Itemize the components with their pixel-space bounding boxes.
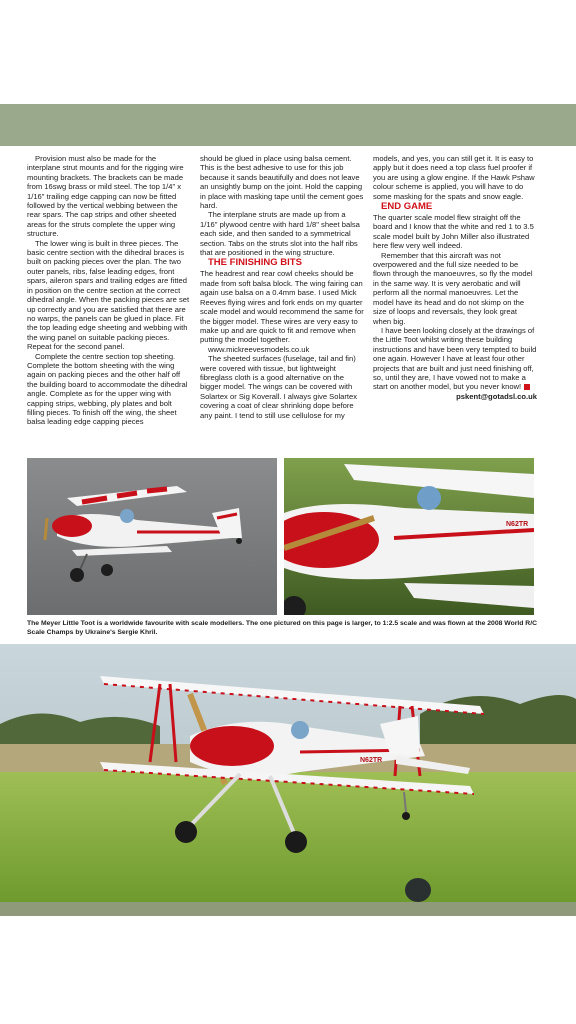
registration-mark: N62TR xyxy=(360,757,383,764)
paragraph: models, and yes, you can still get it. It is easy to apply but it does need a top class fuel proofer if you are using a glow engine. If the Hawk Pshaw colour scheme is applied, you will have to do some masking for the spats and snow eagle. xyxy=(373,154,535,201)
registration-mark: N62TR xyxy=(506,521,529,528)
paragraph: The quarter scale model flew straight off the board and I know that the white and red 1 to 3.5 scale model built by John Miller also illustrated here flew very well indeed. xyxy=(373,213,534,251)
header-band xyxy=(0,104,576,146)
paragraph: Provision must also be made for the interplane strut mounts and for the rigging wire mounting brackets. The brackets can be made from 16swg brass or mild steel. The top 1/4" x 1/16" trailing edge capping can now be fitted followed by the vertical webbing between the rear spars. The cap strips and other sheeted areas for the struts complete the upper wing structure. xyxy=(27,154,184,239)
paragraph xyxy=(373,326,537,392)
paragraph: The headrest and rear cowl cheeks should be made from soft balsa block. The wing fairing can again use balsa on a 0.4mm base. I used Mick Reeves flying wires and fork ends on my quarter scale model and would recommend the same for the bigger model. These wires are very easy to make up and are quick to fit and remove when putting the model together. xyxy=(200,269,364,345)
paragraph-text: I have been looking closely at the drawings of the Little Toot whilst writing these building instructions and have been very tempted to build one again. However I have at least four other projects that are built and just need finishing off, so, until they are, I have vowed not to make a start on another model, but you never know! xyxy=(373,325,537,392)
paragraph: Complete the centre section top sheeting. Complete the bottom sheeting with the wing again on packing pieces and the other half off the building board to accommodate the dihedral angle. Complete as for the upper wing with capping strips, webbing, ply plates and bolt filling pieces. To finish off the wing, the sheet balsa leading edge capping pieces xyxy=(27,351,188,427)
paragraph: Remember that this aircraft was not overpowered and the full size needed to be flown through the manoeuvres, so fly the model in the same way. It is very aerobatic and will perform all the normal manoeuvres. Let the model have its head and do not skimp on the size of loops and reversals, they look great when big. xyxy=(373,250,533,326)
paragraph: The lower wing is built in three pieces. The basic centre section with the dihedral braces is built on packing pieces over the plan. The two outer panels, ribs, false leading edges, front spars, aileron spars and trailing edges are fitted in position on the centre section at the correct dihedral angle. When the packing pieces are set up correctly and you are satisfied that there are no warps, the panels can be glued in place. Fit the top leading edge sheeting and webbing with the wing panel on suitable packing pieces. Repeat for the second panel. xyxy=(27,238,190,352)
paragraph: should be glued in place using balsa cement. This is the best adhesive to use for this job because it sands beautifully and does not leave an unsightly bump on the joint. Hold the capping in place with masking tape until the cement goes hard. xyxy=(200,154,364,211)
end-mark-icon xyxy=(524,384,530,390)
section-heading: END GAME xyxy=(381,201,433,213)
photo-plane-runway xyxy=(27,458,277,615)
column-3 xyxy=(373,154,537,401)
photo-caption: The Meyer Little Toot is a worldwide favourite with scale modellers. The one pictured on this page is larger, to 1:2.5 scale and was flown at the 2008 World R/C Scale Champs by Ukraine's Sergie Khril. xyxy=(27,620,538,636)
paragraph: The interplane struts are made up from a 1/16" plywood centre with hard 1/8" sheet balsa each side, and then sanded to a symmetrical section. Tabs on the struts slot into the half ribs that are positioned in the wing structure. xyxy=(200,210,360,258)
column-2 xyxy=(200,154,364,420)
section-heading: THE FINISHING BITS xyxy=(208,257,302,269)
photo-plane-closeup xyxy=(284,458,534,615)
magazine-page xyxy=(0,104,576,916)
column-1 xyxy=(27,154,191,427)
photo-plane-flight xyxy=(0,644,576,916)
website-link: www.mickreevesmodels.co.uk xyxy=(208,344,310,354)
paragraph: The sheeted surfaces (fuselage, tail and fin) were covered with tissue, but lightweight fibreglass cloth is a good alternative on the bigger model. The wings can be covered with Solartex or Sig Koverall. I always give Solartex covering a coat of clear shrinking dope before any paint. I tend to still use cellulose for my xyxy=(200,354,358,420)
author-email: pskent@gotadsl.co.uk xyxy=(456,391,537,401)
